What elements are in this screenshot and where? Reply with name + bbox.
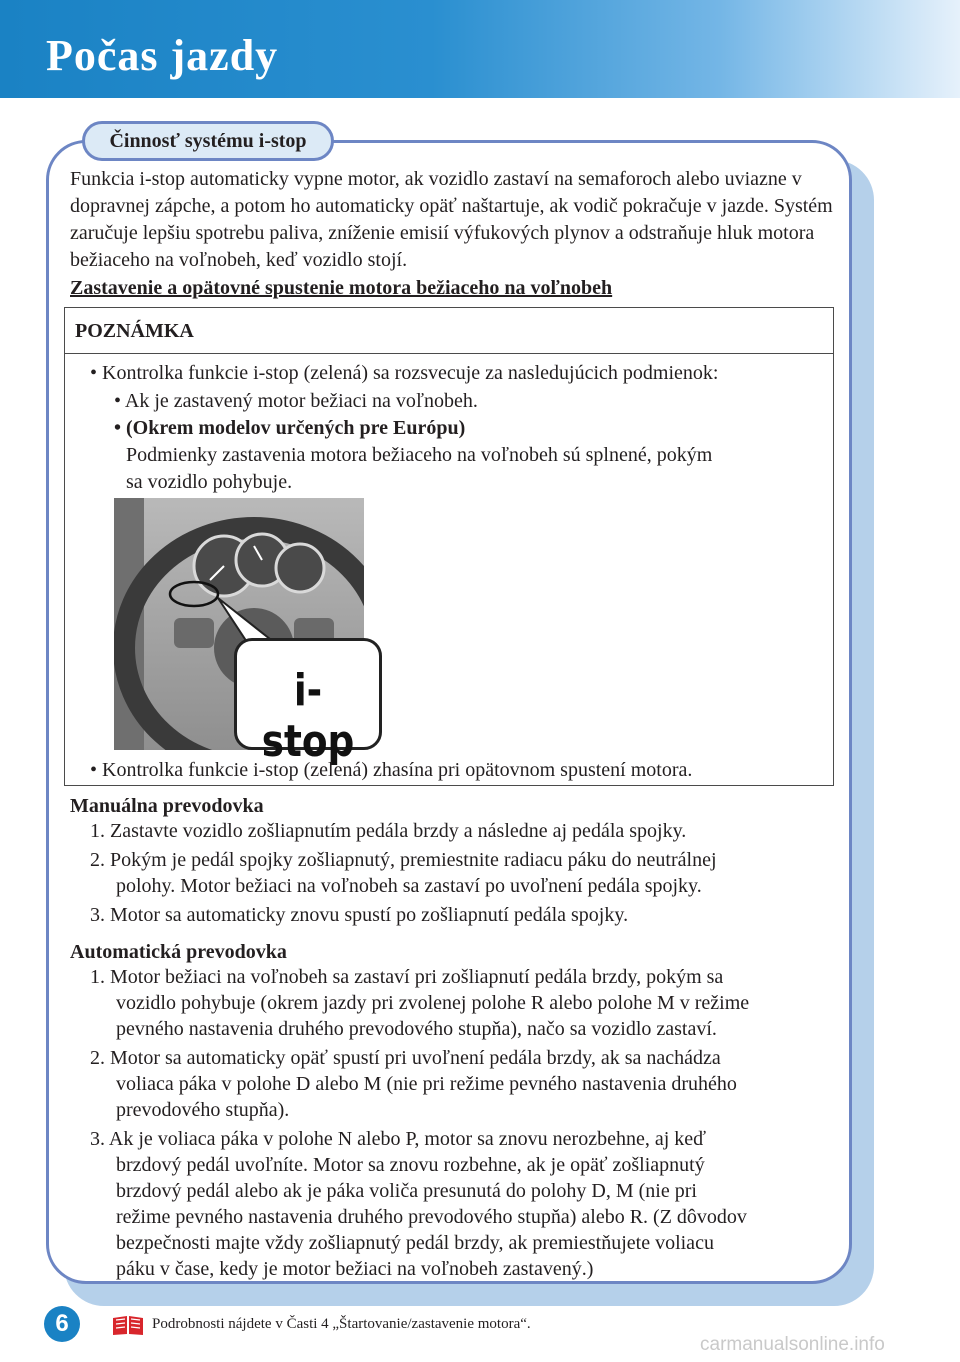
list-item-line: páku v čase, kedy je motor bežiaci na voľnobeh zastavený.) (116, 1258, 594, 1280)
list-item-line: voliaca páka v polohe D alebo M (nie pri režime pevného nastavenia druhého (116, 1073, 737, 1095)
list-item-line: brzdový pedál uvoľníte. Motor sa znovu rozbehne, ak je opäť zošliapnutý (116, 1154, 705, 1176)
note-bullet-1: • Kontrolka funkcie i-stop (zelená) sa rozsvecuje za nasledujúcich podmienok: (90, 362, 719, 384)
note-sub-2-label: • (Okrem modelov určených pre Európu) (114, 417, 466, 439)
list-item-line: polohy. Motor bežiaci na voľnobeh sa zastaví po uvoľnení pedála spojky. (116, 875, 702, 897)
intro-paragraph: Funkcia i-stop automaticky vypne motor, ak vozidlo zastaví na semaforoch alebo uviazne v dopravnej zápche, a potom ho automaticky opäť naštartuje, ak vodič pokračuje v jazde. Systém zaručuje lepšiu spotrebu paliva, zníženie emisií výfukových plynov a odstraňuje hluk motora bežiaceho na voľnobeh, keď vozidlo stojí. (70, 168, 833, 271)
list-item-line: 3. Motor sa automaticky znovu spustí po zošliapnutí pedála spojky. (90, 904, 629, 926)
note-sub-2-line-1: Podmienky zastavenia motora bežiaceho na voľnobeh sú splnené, pokým (126, 444, 713, 466)
manual-transmission-title: Manuálna prevodovka (70, 795, 264, 817)
list-item-line: prevodového stupňa). (116, 1099, 290, 1121)
list-item-line: režime pevného nastavenia druhého prevodového stupňa) alebo R. (Z dôvodov (116, 1206, 747, 1228)
note-bullet-2: • Kontrolka funkcie i-stop (zelená) zhasína pri opätovnom spustení motora. (90, 759, 693, 781)
list-item-line: 2. Motor sa automaticky opäť spustí pri uvoľnení pedála brzdy, ak sa nachádza (90, 1047, 721, 1069)
list-item-line: pevného nastavenia druhého prevodového stupňa), načo sa vozidlo zastaví. (116, 1018, 717, 1040)
page-title: Počas jazdy (46, 31, 279, 80)
subheading: Zastavenie a opätovné spustenie motora bežiaceho na voľnobeh (70, 277, 613, 299)
section-tab: Činnosť systému i-stop (82, 121, 334, 161)
footer-reference: Podrobnosti nájdete v Časti 4 „Štartovanie/zastavenie motora“. (152, 1316, 531, 1332)
note-heading: POZNÁMKA (65, 308, 833, 354)
list-item-line: 3. Ak je voliaca páka v polohe N alebo P, motor sa znovu nerozbehne, aj keď (90, 1128, 707, 1150)
note-sub-1: • Ak je zastavený motor bežiaci na voľnobeh. (114, 390, 478, 412)
page-header (0, 0, 960, 98)
watermark: carmanualsonline.info (700, 1334, 885, 1355)
list-item-line: 1. Zastavte vozidlo zošliapnutím pedála brzdy a následne aj pedála spojky. (90, 820, 687, 842)
list-item-line: brzdový pedál alebo ak je páka voliča presunutá do polohy D, M (nie pri (116, 1180, 697, 1202)
book-icon (112, 1314, 144, 1336)
i-stop-indicator-label: i-stop (261, 665, 355, 767)
list-item-line: 1. Motor bežiaci na voľnobeh sa zastaví pri zošliapnutí pedála brzdy, pokým sa (90, 966, 724, 988)
i-stop-indicator-callout (234, 638, 382, 767)
note-sub-2-line-2: sa vozidlo pohybuje. (126, 471, 293, 493)
automatic-transmission-title: Automatická prevodovka (70, 941, 287, 963)
list-item-line: 2. Pokým je pedál spojky zošliapnutý, premiestnite radiacu páku do neutrálnej (90, 849, 717, 871)
page-number: 6 (44, 1306, 80, 1342)
list-item-line: vozidlo pohybuje (okrem jazdy pri zvolenej polohe R alebo polohe M v režime (116, 992, 750, 1014)
list-item-line: bezpečnosti majte vždy zošliapnutý pedál brzdy, ak premiestňujete voliacu (116, 1232, 714, 1254)
